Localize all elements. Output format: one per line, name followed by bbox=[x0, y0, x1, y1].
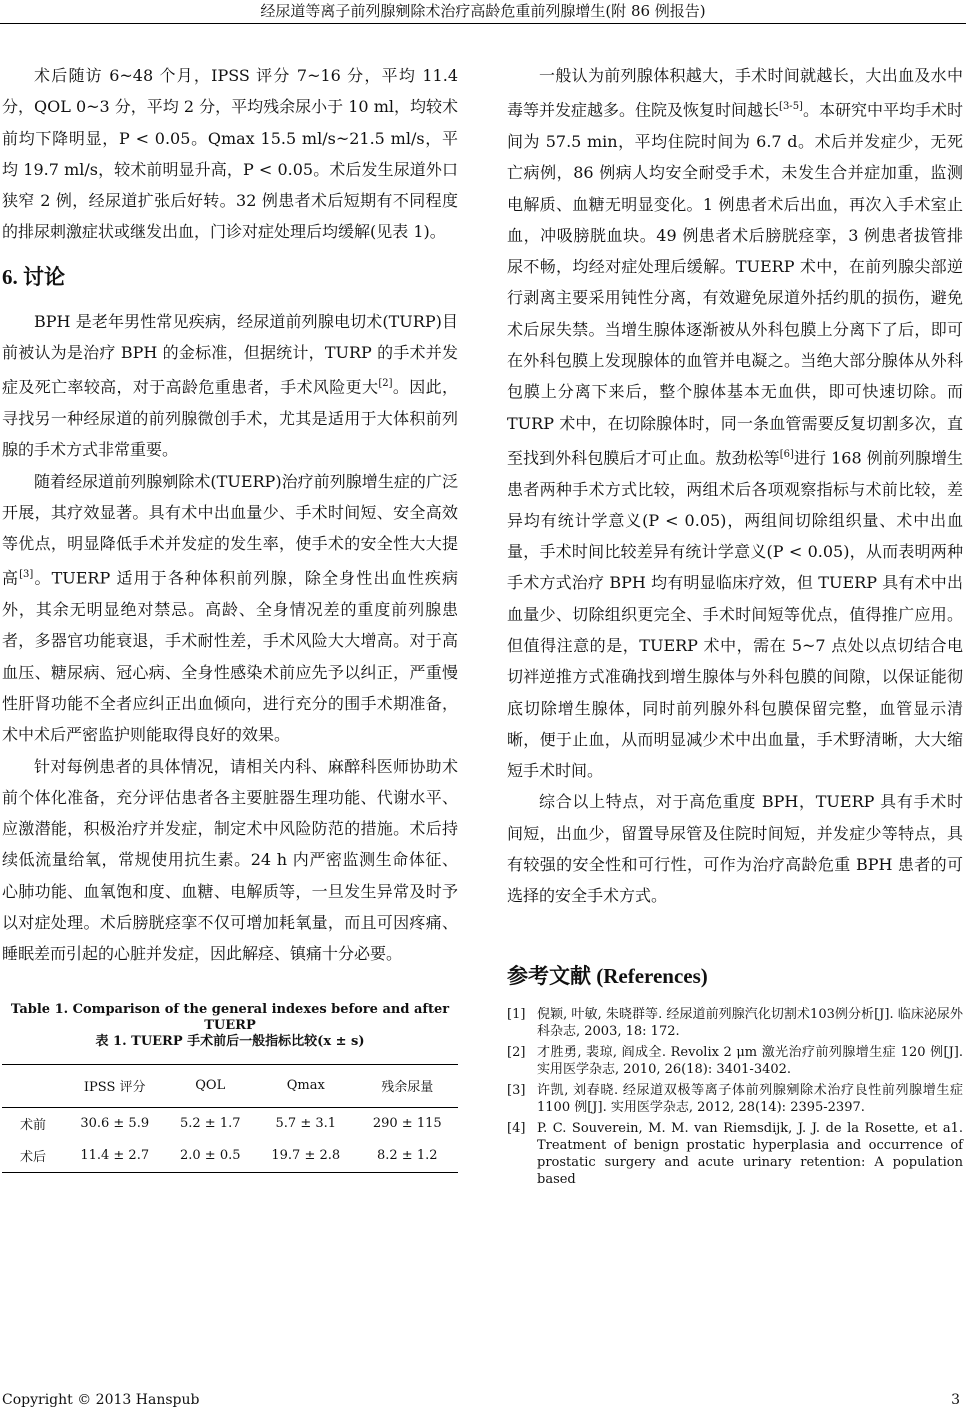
citation: [3] bbox=[19, 569, 34, 581]
citation: [3-5] bbox=[779, 101, 803, 113]
table-header-cell bbox=[2, 1064, 64, 1107]
text-run: 随着经尿道前列腺剜除术(TUERP)治疗前列腺增生症的广泛开展，其疗效显著。具有术中出血量少、手术时间短、安全高效等优点，明显降低手术并发症的发生率，使手术的安全性大大提高 bbox=[2, 471, 458, 588]
table-caption-en: Table 1. Comparison of the general indexes before and after TUERP bbox=[10, 1001, 450, 1033]
table-header-cell: QOL bbox=[165, 1064, 255, 1107]
reference-text: 才胜勇, 裴琼, 阎成全. Revolix 2 μm 激光治疗前列腺增生症 120 例[J]. 实用医学杂志, 2010, 26(18): 3401-3402. bbox=[537, 1044, 963, 1077]
table-caption bbox=[2, 1002, 458, 1050]
table-header-cell: Qmax bbox=[255, 1064, 356, 1107]
table-cell: 5.7 ± 3.1 bbox=[275, 1116, 337, 1132]
reference-number: [1] bbox=[507, 1006, 526, 1022]
text-run: 。TUERP 适用于各种体积前列腺，除全身性出血性疾病外，其余无明显绝对禁忌。高龄、全身情况差的重度前列腺患者，多器官功能衰退，手术耐性差，手术风险大大增高。对于高血压、糖尿病、冠心病、全身性感染术前应先予以纠正，严重慢性肝肾功能不全者应纠正出血倾向，进行充分的围手术期准备，术中术后严密监护则能取得良好的效果。 bbox=[2, 568, 458, 745]
reference-number: [4] bbox=[507, 1120, 526, 1136]
table-header-cell: 残余尿量 bbox=[357, 1064, 459, 1107]
table-cell: 2.0 ± 0.5 bbox=[165, 1140, 255, 1173]
right-column bbox=[507, 60, 963, 1192]
reference-number: [3] bbox=[507, 1082, 526, 1098]
text-run: BPH 是老年男性常见疾病，经尿道前列腺电切术(TURP)目前被认为是治疗 BPH 的金标准，但据统计，TURP 的手术并发症及死亡率较高，对于高龄危重患者，手术风险更大 bbox=[2, 311, 458, 397]
conclusion-paragraph: 综合以上特点，对于高危重度 BPH，TUERP 具有手术时间短，出血少，留置导尿管及住院时间短，并发症少等特点，具有较强的安全性和可行性，可作为治疗高龄危重 BPH 患者的可选择的安全手术方式。 bbox=[507, 792, 963, 906]
table-row bbox=[2, 1140, 458, 1173]
table-cell: 11.4 ± 2.7 bbox=[64, 1140, 165, 1173]
text-run: 。本研究中平均手术时间为 57.5 min，平均住院时间为 6.7 d。术后并发症少，无死亡病例，86 例病人均安全耐受手术，未发生合并症加重，监测电解质、血糖无明显变化。1 例患者术后出血，再次入手术室止血，冲吸膀胱血块。49 例患者术后膀胱痉挛，3 例患者拔管排尿不畅，均经对症处理后缓解。TUERP 术中，在前列腺尖部逆行剥离主要采用钝性分离，有效避免尿道外括约肌的损伤，避免术后尿失禁。当增生腺体逐渐被从外科包膜上分离下了后，即可在外科包膜上发现腺体的血管并电凝之。当绝大部分腺体从外科包膜上分离下来后，整个腺体基本无血供，即可快速切除。而 TURP 术中，在切除腺体时，同一条血管需要反复切割多次，直至找到外科包膜后才可止血。敖劲松等 bbox=[507, 100, 963, 468]
table-cell: 30.6 ± 5.9 bbox=[80, 1116, 150, 1132]
reference-number: [2] bbox=[507, 1044, 526, 1060]
followup-paragraph: 术后随访 6~48 个月，IPSS 评分 7~16 分，平均 11.4 分，QOL 0~3 分，平均 2 分，平均残余尿小于 10 ml，均较术前均下降明显，P < 0.05。Qmax 15.5 ml/s~21.5 ml/s，平均 19.7 ml/s，较术前明显升高，P < 0.05。术后发生尿道外口狭窄 2 例，经尿道扩张后好转。32 例患者术后短期有不同程度的排尿刺激症状或继发出血，门诊对症处理后均缓解(见表 1)。 bbox=[2, 66, 458, 242]
references-heading: 参考文献 (References) bbox=[507, 963, 708, 988]
citation: [6] bbox=[779, 448, 794, 460]
running-head: 经尿道等离子前列腺剜除术治疗高龄危重前列腺增生(附 86 例报告) bbox=[260, 2, 706, 20]
table-cell: 8.2 ± 1.2 bbox=[357, 1140, 459, 1173]
text-run: 一般认为前列腺体积越大，手术时间就越长，大出血及水中毒等并发症越多。住院及恢复时间越长 bbox=[507, 66, 963, 120]
discussion-paragraph-4 bbox=[507, 60, 963, 786]
discussion-paragraph-1 bbox=[2, 306, 458, 466]
table-cell: 5.2 ± 1.7 bbox=[179, 1116, 241, 1132]
reference-item bbox=[507, 1120, 963, 1188]
section-heading-discussion: 6. 讨论 bbox=[2, 264, 65, 289]
table-cell: 术后 bbox=[2, 1140, 64, 1173]
table-cell: 290 ± 115 bbox=[372, 1116, 442, 1132]
table-header-cell: IPSS 评分 bbox=[64, 1064, 165, 1107]
reference-item bbox=[507, 1044, 963, 1078]
reference-list bbox=[507, 1006, 963, 1188]
discussion-paragraph-3: 针对每例患者的具体情况，请相关内科、麻醉科医师协助术前个体化准备，充分评估患者各主要脏器生理功能、代谢水平、应激潜能，积极治疗并发症，制定术中风险防范的措施。术后持续低流量给氧，常规使用抗生素。24 h 内严密监测生命体征、心肺功能、血氧饱和度、血糖、电解质等，一旦发生异常及时予以对症处理。术后膀胱痉挛不仅可增加耗氧量，而且可因疼痛、睡眠差而引起的心脏并发症，因此解痉、镇痛十分必要。 bbox=[2, 756, 458, 964]
text-run: 进行 168 例前列腺增生患者两种手术方式比较，两组术后各项观察指标与术前比较，差异均有统计学意义(P < 0.05)，两组间切除组织量、术中出血量，手术时间比较差异有统计学意义(P < 0.05)，从而表明两种手术方式治疗 BPH 均有明显临床疗效，但 TUERP 具有术中出血量少、切除组织更完全、手术时间短等优点，值得推广应用。但值得注意的是，TUERP 术中，需在 5~7 点处以点切结合电切袢逆推方式准确找到增生腺体与外科包膜的间隙，以保证能彻底切除增生腺体，同时前列腺外科包膜保留完整，血管显示清晰，便于止血，从而明显减少术中出血量，手术野清晰，大大缩短手术时间。 bbox=[507, 448, 963, 781]
table-caption-zh: 表 1. TUERP 手术前后一般指标比较(x ± s) bbox=[95, 1033, 365, 1049]
discussion-paragraph-2 bbox=[2, 466, 458, 751]
table-cell: 术前 bbox=[19, 1118, 46, 1134]
reference-text: P. C. Souverein, M. M. van Riemsdijk, J. J. de la Rosette, et a1. Treatment of benign prostatic hyperplasia and occurrence of prostatic surgery and acute urinary retention: A population based bbox=[537, 1120, 963, 1187]
table-cell: 19.7 ± 2.8 bbox=[255, 1140, 356, 1173]
header-rule bbox=[0, 23, 966, 24]
footer-copyright: Copyright © 2013 Hanspub bbox=[2, 1392, 200, 1408]
page-number: 3 bbox=[951, 1392, 960, 1408]
citation: [2] bbox=[378, 378, 393, 390]
comparison-table bbox=[2, 1064, 458, 1173]
reference-text: 许凯, 刘春晓. 经尿道双极等离子体前列腺剜除术治疗良性前列腺增生症 1100 例[J]. 实用医学杂志, 2012, 28(14): 2395-2397. bbox=[537, 1082, 963, 1115]
table-header-row bbox=[2, 1064, 458, 1107]
text-run: 。因此，寻找另一种经尿道的前列腺微创手术，尤其是适用于大体积前列腺的手术方式非常重要。 bbox=[2, 377, 458, 460]
reference-text: 倪颖, 叶敏, 朱晓群等. 经尿道前列腺汽化切割术103例分析[J]. 临床泌尿外科杂志, 2003, 18: 172. bbox=[537, 1006, 963, 1039]
table-row bbox=[2, 1107, 458, 1140]
left-column bbox=[2, 60, 458, 1173]
reference-item bbox=[507, 1006, 963, 1040]
reference-item bbox=[507, 1082, 963, 1116]
